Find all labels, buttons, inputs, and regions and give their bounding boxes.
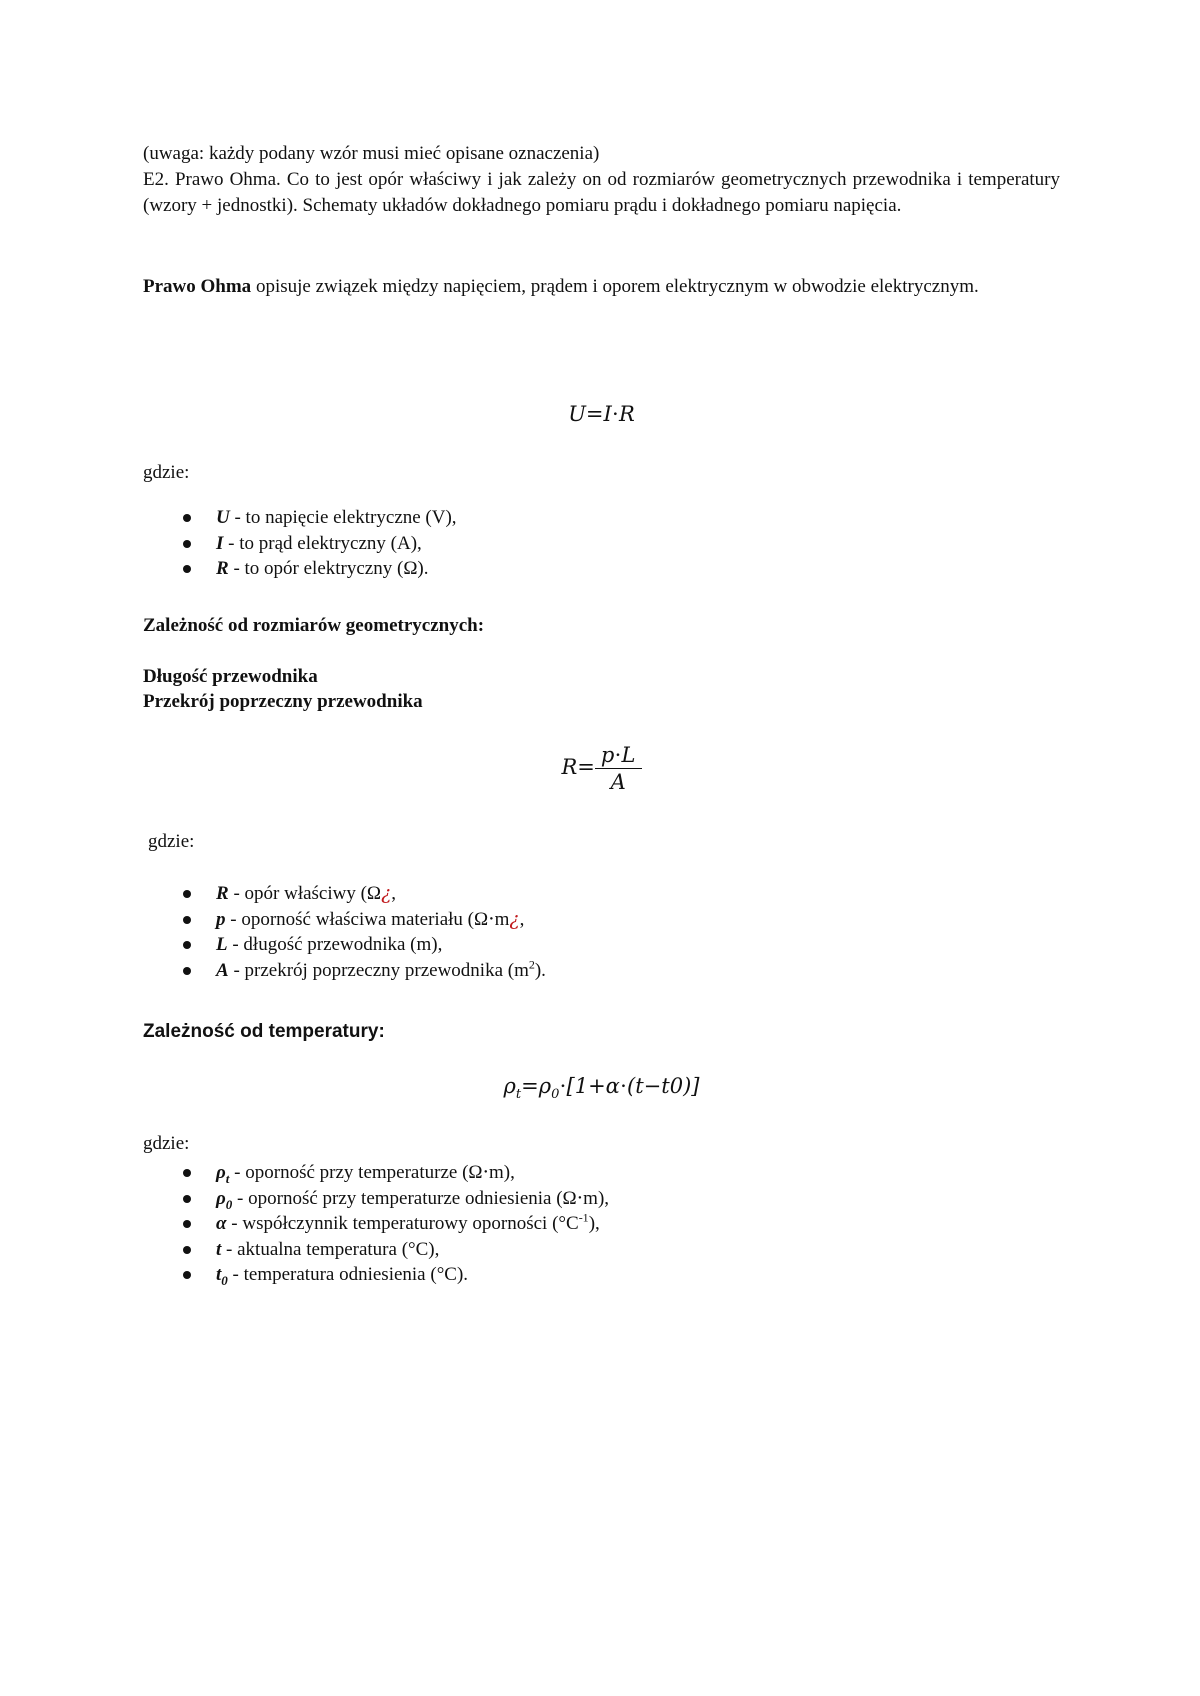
list-item: p - oporność właściwa materiału (Ω⋅m¿,	[143, 907, 546, 933]
fraction-numerator: p⋅L	[595, 743, 642, 769]
temperature-symbol-list	[143, 1160, 609, 1288]
list-item: U - to napięcie elektryczne (V),	[143, 505, 457, 531]
list-item: α - współczynnik temperaturowy oporności $(^\circ C^{-1})$,	[143, 1211, 609, 1237]
list-item: R - opór właściwy (Ω¿,	[143, 881, 546, 907]
geometry-subheading-cross-section: Przekrój poprzeczny przewodnika	[143, 691, 423, 712]
list-item: t - aktualna temperatura (°C),	[143, 1237, 609, 1263]
temperature-formula: $\rho_t=\rho_0\cdot[1+\alpha\cdot(t-t0)]$	[503, 1074, 700, 1103]
list-item: $t_0$ - temperatura odniesienia (°C).	[143, 1262, 609, 1288]
ohm-paragraph	[143, 270, 1060, 303]
resistance-formula-lhs: R=	[561, 755, 595, 779]
geometry-symbol-list	[143, 881, 546, 983]
temperature-where-label: gdzie:	[143, 1133, 190, 1154]
resistance-formula	[143, 743, 1060, 794]
list-item: $\rho_0$ - oporność przy temperaturze odniesienia (Ω⋅m),	[143, 1186, 609, 1212]
list-item: $\rho_t$ - oporność przy temperaturze (Ω⋅m),	[143, 1160, 609, 1186]
list-item: A - przekrój poprzeczny przewodnika $(m^2)$.	[143, 958, 546, 984]
list-item: L - długość przewodnika (m),	[143, 932, 546, 958]
list-item: I - to prąd elektryczny (A),	[143, 531, 457, 557]
ohm-text: opisuje związek między napięciem, prądem i oporem elektrycznym w obwodzie elektrycznym.	[251, 276, 979, 297]
geometry-heading: Zależność od rozmiarów geometrycznych:	[143, 615, 485, 636]
ohm-title: Prawo Ohma	[143, 276, 252, 297]
geometry-subheading-length: Długość przewodnika	[143, 666, 318, 687]
fraction-denominator: A	[610, 770, 626, 794]
ohm-where-label: gdzie:	[143, 462, 190, 483]
geometry-where-label: gdzie:	[148, 831, 195, 852]
ohm-symbol-list	[143, 505, 457, 582]
ohm-formula: U=I⋅R	[568, 402, 635, 426]
list-item: R - to opór elektryczny (Ω).	[143, 556, 457, 582]
resistance-formula-fraction	[595, 743, 642, 794]
assignment-note: (uwaga: każdy podany wzór musi mieć opisane oznaczenia)	[143, 143, 600, 164]
temperature-heading: Zależność od temperatury:	[143, 1021, 385, 1042]
assignment-question: E2. Prawo Ohma. Co to jest opór właściwy i jak zależy on od rozmiarów geometrycznych przewodnika i temperatury (wzory + jednostki). Schematy układów dokładnego pomiaru prądu i dokładnego pomiaru napięcia.	[143, 169, 1060, 216]
